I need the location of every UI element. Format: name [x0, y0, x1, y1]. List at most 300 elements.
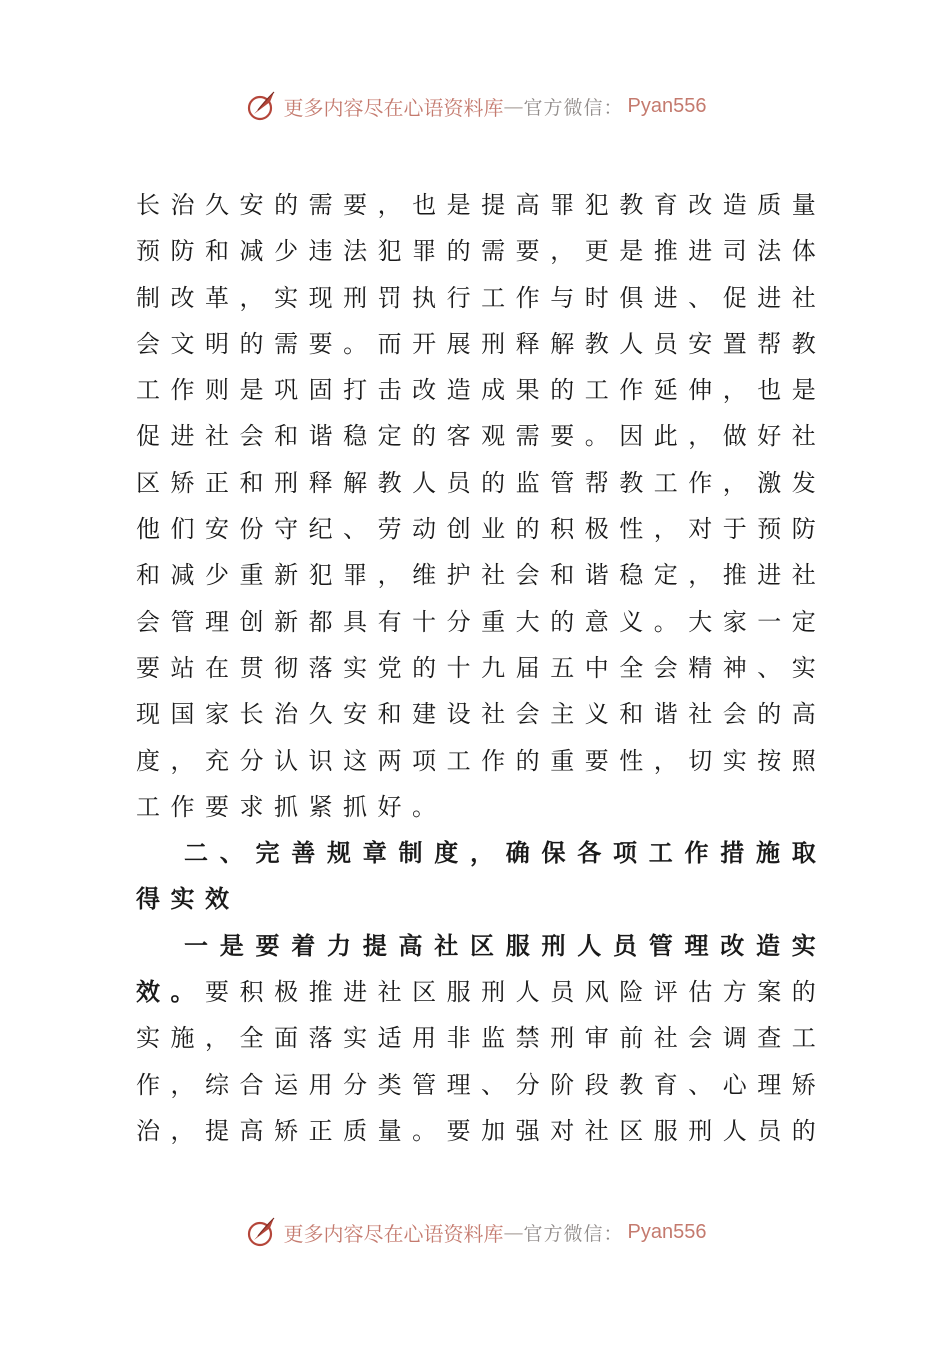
glyph: 质 — [757, 191, 782, 219]
glyph: 评 — [653, 978, 678, 1007]
glyph: 定 — [791, 607, 816, 636]
glyph: 社 — [481, 561, 506, 590]
glyph: 长 — [239, 700, 264, 729]
glyph: 一 — [184, 930, 208, 960]
glyph: 社 — [434, 930, 459, 960]
header-brand-text: 更多内容尽在心语资料库 — [283, 95, 504, 120]
glyph: 分 — [446, 607, 471, 636]
glyph: 具 — [343, 607, 368, 636]
glyph: 的 — [412, 422, 437, 451]
footer-wechat-label: 官方微信： — [523, 1222, 624, 1245]
glyph: 高 — [398, 930, 423, 960]
glyph: 的 — [550, 376, 575, 405]
glyph: 切 — [688, 746, 713, 775]
glyph: 犯 — [377, 237, 402, 266]
glyph: 党 — [377, 653, 402, 682]
glyph: 实 — [343, 653, 368, 682]
glyph: 意 — [584, 607, 609, 636]
point1-line-mixed — [136, 969, 816, 1015]
glyph: ， — [239, 283, 264, 312]
section-heading — [136, 830, 816, 876]
glyph: 。 — [653, 607, 678, 636]
glyph: 更 — [584, 237, 609, 266]
glyph: 区 — [136, 468, 160, 497]
glyph: 治 — [170, 191, 195, 219]
glyph: 保 — [541, 838, 566, 868]
glyph: 文 — [170, 329, 195, 358]
glyph: 高 — [239, 1116, 264, 1145]
glyph: 。 — [170, 977, 195, 1007]
glyph: 安 — [688, 329, 713, 358]
glyph: 会 — [653, 653, 678, 682]
glyph: 作 — [170, 376, 195, 405]
glyph: ， — [470, 838, 494, 868]
glyph: 人 — [619, 329, 644, 358]
glyph: 提 — [362, 930, 387, 960]
glyph: 做 — [722, 422, 747, 451]
glyph: 矫 — [170, 468, 195, 497]
glyph: 正 — [308, 1116, 333, 1145]
glyph: 是 — [446, 191, 471, 219]
glyph: 禁 — [515, 1024, 540, 1053]
glyph: 需 — [308, 191, 333, 219]
body-line-last — [136, 784, 816, 830]
body-line — [136, 645, 816, 691]
glyph: 现 — [308, 283, 333, 312]
glyph: 建 — [412, 700, 437, 729]
glyph: 好 — [377, 792, 402, 821]
glyph: 认 — [274, 746, 299, 775]
glyph: 违 — [308, 237, 333, 266]
glyph: 与 — [550, 283, 575, 312]
glyph: 中 — [584, 653, 609, 682]
glyph: 是 — [219, 930, 244, 960]
glyph: 对 — [550, 1116, 575, 1145]
glyph: 前 — [619, 1024, 644, 1053]
glyph: 极 — [584, 515, 609, 544]
glyph: 罚 — [377, 283, 402, 312]
glyph: 会 — [136, 329, 160, 358]
glyph: 因 — [619, 422, 644, 451]
glyph: 进 — [170, 422, 195, 451]
glyph: 则 — [205, 376, 230, 405]
glyph: 教 — [584, 329, 609, 358]
glyph: 措 — [720, 838, 745, 868]
glyph: 工 — [584, 376, 609, 405]
glyph: 用 — [308, 1070, 333, 1099]
glyph: 造 — [446, 376, 471, 405]
glyph: ， — [653, 515, 678, 544]
glyph: 谐 — [308, 422, 333, 451]
glyph: 两 — [377, 746, 402, 775]
glyph: 届 — [515, 653, 540, 682]
glyph: 创 — [446, 515, 471, 544]
glyph: 的 — [515, 746, 540, 775]
glyph: 、 — [688, 1070, 713, 1099]
glyph: 正 — [205, 468, 230, 497]
glyph: 分 — [343, 1070, 368, 1099]
glyph: 社 — [791, 422, 816, 451]
glyph: 刑 — [343, 283, 368, 312]
glyph: 革 — [205, 283, 230, 312]
glyph: 推 — [653, 237, 678, 266]
glyph: 。 — [343, 329, 368, 358]
glyph: 面 — [274, 1024, 299, 1053]
glyph: 站 — [170, 653, 195, 682]
point1-line — [136, 1062, 816, 1108]
glyph: 会 — [688, 1024, 713, 1053]
glyph: 执 — [412, 283, 437, 312]
glyph: 防 — [791, 515, 816, 544]
glyph: 义 — [584, 700, 609, 729]
glyph: 工 — [446, 746, 471, 775]
glyph: 都 — [308, 607, 333, 636]
glyph: 求 — [239, 792, 264, 821]
glyph: 进 — [757, 561, 782, 590]
glyph: 们 — [170, 515, 195, 544]
glyph: 定 — [377, 422, 402, 451]
glyph: 员 — [653, 329, 678, 358]
glyph: 新 — [274, 561, 299, 590]
glyph: 长 — [136, 191, 160, 219]
glyph: 发 — [791, 468, 816, 497]
glyph: 紧 — [308, 792, 333, 821]
glyph: 会 — [239, 422, 264, 451]
body-line — [136, 460, 816, 506]
glyph: 刑 — [481, 329, 506, 358]
body-line — [136, 691, 816, 737]
glyph: 理 — [684, 930, 709, 960]
glyph: 工 — [648, 838, 673, 868]
glyph: 预 — [757, 515, 782, 544]
glyph: 帮 — [584, 468, 609, 497]
glyph: 。 — [412, 792, 436, 821]
glyph: 调 — [722, 1024, 747, 1053]
glyph: 非 — [446, 1024, 471, 1053]
glyph: 提 — [205, 1116, 230, 1145]
glyph: 主 — [550, 700, 575, 729]
glyph: 而 — [377, 329, 402, 358]
glyph: 罪 — [550, 191, 575, 219]
glyph: 抓 — [343, 792, 367, 821]
glyph: 制 — [398, 838, 423, 868]
glyph: 客 — [446, 422, 471, 451]
glyph: 国 — [170, 700, 195, 729]
glyph: 刑 — [688, 1116, 713, 1145]
glyph: 育 — [653, 191, 678, 219]
glyph: 区 — [470, 930, 494, 960]
glyph: 矫 — [791, 1070, 816, 1099]
glyph: 重 — [550, 746, 575, 775]
header-banner — [0, 86, 950, 126]
glyph: 进 — [688, 237, 713, 266]
glyph: 全 — [619, 653, 644, 682]
glyph: 社 — [688, 700, 713, 729]
glyph: 作 — [684, 838, 709, 868]
body-line — [136, 275, 816, 321]
glyph: 量 — [791, 191, 816, 219]
glyph: 要 — [255, 930, 280, 960]
glyph: 综 — [205, 1070, 230, 1099]
glyph: 法 — [757, 237, 782, 266]
glyph: ， — [205, 1024, 230, 1053]
glyph: 是 — [239, 376, 264, 405]
glyph: 查 — [757, 1024, 782, 1053]
glyph: 罪 — [343, 561, 368, 590]
point1-line — [136, 1108, 816, 1154]
glyph: 实 — [136, 1024, 160, 1053]
glyph: 进 — [757, 283, 782, 312]
glyph: 成 — [481, 376, 506, 405]
glyph: 体 — [791, 237, 816, 266]
glyph: 管 — [550, 468, 575, 497]
glyph: 观 — [481, 422, 506, 451]
glyph: 十 — [412, 607, 437, 636]
glyph: 作 — [688, 468, 713, 497]
glyph: 抓 — [274, 792, 298, 821]
glyph: 教 — [619, 191, 644, 219]
glyph: 纪 — [308, 515, 333, 544]
glyph: 也 — [412, 191, 437, 219]
glyph: 会 — [136, 607, 160, 636]
glyph: 五 — [550, 653, 575, 682]
glyph: 管 — [412, 1070, 437, 1099]
glyph: 善 — [291, 838, 316, 868]
glyph: 这 — [343, 746, 368, 775]
glyph: 落 — [308, 1024, 333, 1053]
glyph: 提 — [481, 191, 506, 219]
glyph: 安 — [205, 515, 230, 544]
glyph: 作 — [481, 746, 506, 775]
quill-logo-icon — [244, 88, 280, 124]
glyph: 释 — [515, 329, 540, 358]
glyph: 用 — [412, 1024, 437, 1053]
glyph: 社 — [584, 1116, 609, 1145]
glyph: 效 — [205, 884, 229, 914]
glyph: 要 — [205, 792, 229, 821]
glyph: 的 — [791, 1116, 816, 1145]
glyph: 谐 — [584, 561, 609, 590]
glyph: 行 — [446, 283, 471, 312]
glyph: 性 — [619, 746, 644, 775]
glyph: 促 — [136, 422, 160, 451]
glyph: 段 — [584, 1070, 609, 1099]
glyph: 度 — [434, 838, 459, 868]
glyph: 员 — [550, 978, 575, 1007]
body-line — [136, 367, 816, 413]
glyph: 育 — [653, 1070, 678, 1099]
glyph: 社 — [791, 561, 816, 590]
glyph: 运 — [274, 1070, 299, 1099]
glyph: 造 — [756, 930, 780, 960]
glyph: ， — [688, 422, 713, 451]
glyph: 防 — [170, 237, 195, 266]
footer-dash: — — [503, 1220, 524, 1244]
glyph: 教 — [619, 468, 644, 497]
glyph: 改 — [688, 191, 713, 219]
glyph: 社 — [377, 978, 402, 1007]
glyph: 精 — [688, 653, 713, 682]
glyph: 制 — [136, 283, 160, 312]
glyph: 照 — [791, 746, 816, 775]
glyph: 动 — [412, 515, 437, 544]
glyph: 预 — [136, 237, 160, 266]
glyph: 员 — [613, 930, 637, 960]
glyph: 减 — [170, 561, 195, 590]
header-wechat-label: 官方微信： — [523, 96, 624, 119]
glyph: 区 — [619, 1116, 644, 1145]
glyph: 章 — [362, 838, 387, 868]
glyph: 会 — [515, 561, 540, 590]
body-line — [136, 506, 816, 552]
glyph: 理 — [205, 607, 230, 636]
glyph: 理 — [446, 1070, 471, 1099]
glyph: 类 — [377, 1070, 402, 1099]
glyph: 也 — [757, 376, 782, 405]
point1-line — [136, 1015, 816, 1061]
glyph: 少 — [205, 561, 230, 590]
glyph: 心 — [722, 1070, 747, 1099]
glyph: 俱 — [619, 283, 644, 312]
glyph: 作 — [619, 376, 644, 405]
glyph: 改 — [720, 930, 745, 960]
glyph: 守 — [274, 515, 299, 544]
glyph: 和 — [274, 422, 299, 451]
glyph: 加 — [481, 1116, 506, 1145]
glyph: 和 — [619, 700, 644, 729]
glyph: 险 — [619, 978, 644, 1007]
glyph: 明 — [205, 329, 230, 358]
glyph: 时 — [584, 283, 609, 312]
glyph: 的 — [515, 515, 540, 544]
glyph: 服 — [653, 1116, 678, 1145]
glyph: 强 — [515, 1116, 540, 1145]
glyph: 贯 — [239, 653, 264, 682]
glyph: 、 — [219, 838, 244, 868]
glyph: 矫 — [274, 1116, 299, 1145]
header-dash: — — [503, 94, 524, 118]
glyph: 久 — [205, 191, 230, 219]
glyph: 进 — [653, 283, 678, 312]
glyph: 定 — [653, 561, 678, 590]
glyph: 减 — [239, 237, 264, 266]
glyph: 度 — [136, 746, 160, 775]
glyph: 施 — [170, 1024, 195, 1053]
glyph: 要 — [584, 746, 609, 775]
glyph: 实 — [274, 283, 299, 312]
glyph: 重 — [481, 607, 506, 636]
body-line — [136, 321, 816, 367]
glyph: 着 — [291, 930, 316, 960]
glyph: 方 — [722, 978, 747, 1007]
glyph: 护 — [446, 561, 471, 590]
glyph: 现 — [136, 700, 160, 729]
glyph: 和 — [205, 237, 230, 266]
glyph: 的 — [791, 978, 816, 1007]
glyph: ， — [722, 376, 747, 405]
glyph: 积 — [550, 515, 575, 544]
glyph: 帮 — [757, 329, 782, 358]
glyph: 的 — [550, 607, 575, 636]
glyph: 识 — [308, 746, 333, 775]
footer-brand-text: 更多内容尽在心语资料库 — [283, 1221, 504, 1246]
glyph: 需 — [481, 237, 506, 266]
body-line — [136, 182, 816, 228]
glyph: 家 — [205, 700, 230, 729]
glyph: 适 — [377, 1024, 402, 1053]
glyph: 此 — [653, 422, 678, 451]
glyph: ， — [377, 191, 402, 219]
glyph: 在 — [205, 653, 230, 682]
glyph: ， — [722, 468, 747, 497]
glyph: 释 — [308, 468, 333, 497]
body-line — [136, 413, 816, 459]
glyph: 工 — [136, 792, 160, 821]
glyph: 工 — [653, 468, 678, 497]
body-line — [136, 738, 816, 784]
glyph: 的 — [446, 237, 471, 266]
glyph: 合 — [239, 1070, 264, 1099]
glyph: ， — [170, 746, 195, 775]
glyph: 促 — [722, 283, 747, 312]
glyph: 刑 — [550, 1024, 575, 1053]
glyph: 会 — [722, 700, 747, 729]
glyph: 极 — [274, 978, 299, 1007]
glyph: 项 — [412, 746, 437, 775]
glyph: 实 — [170, 884, 195, 914]
glyph: 风 — [584, 978, 609, 1007]
glyph: 要 — [205, 978, 230, 1007]
glyph: 社 — [205, 422, 230, 451]
glyph: 各 — [577, 838, 602, 868]
glyph: 人 — [412, 468, 437, 497]
glyph: 的 — [412, 653, 437, 682]
glyph: 法 — [343, 237, 368, 266]
glyph: 管 — [648, 930, 673, 960]
section-heading-cont — [136, 876, 816, 922]
glyph: 大 — [515, 607, 540, 636]
glyph: 社 — [481, 700, 506, 729]
glyph: 作 — [170, 792, 195, 821]
glyph: 大 — [688, 607, 713, 636]
glyph: 推 — [308, 978, 333, 1007]
glyph: 和 — [136, 561, 160, 590]
glyph: 稳 — [619, 561, 644, 590]
glyph: 监 — [481, 1024, 506, 1053]
glyph: 工 — [481, 283, 506, 312]
glyph: 质 — [343, 1116, 368, 1145]
glyph: 果 — [515, 376, 540, 405]
footer-banner — [0, 1212, 950, 1252]
quill-logo-icon — [244, 1214, 280, 1250]
glyph: 量 — [377, 1116, 402, 1145]
glyph: 服 — [446, 978, 471, 1007]
glyph: 实 — [722, 746, 747, 775]
glyph: 监 — [515, 468, 540, 497]
glyph: 份 — [239, 515, 264, 544]
glyph: 九 — [481, 653, 506, 682]
glyph: 稳 — [343, 422, 368, 451]
glyph: 分 — [239, 746, 264, 775]
glyph: 家 — [722, 607, 747, 636]
glyph: 作 — [136, 1070, 160, 1099]
glyph: 治 — [274, 700, 299, 729]
glyph: 击 — [377, 376, 402, 405]
glyph: 实 — [791, 930, 816, 960]
glyph: 和 — [550, 561, 575, 590]
glyph: ， — [688, 561, 713, 590]
glyph: 一 — [757, 607, 782, 636]
